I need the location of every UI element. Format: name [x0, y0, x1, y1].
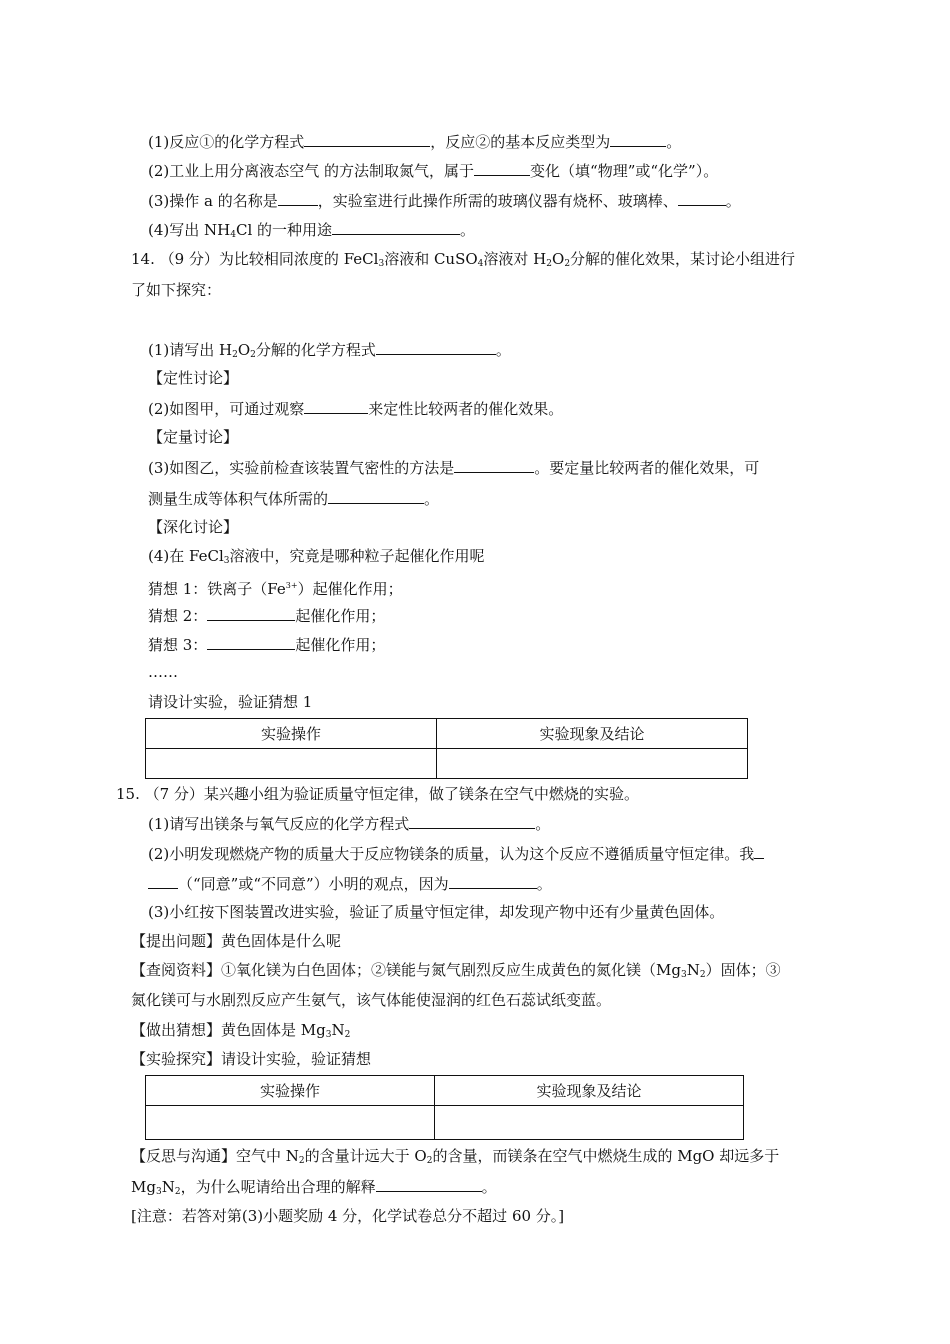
guess-3: 猜想 3： 起催化作用；	[148, 636, 386, 654]
section-heading: 【定量讨论】	[148, 428, 239, 446]
table-header: 实验操作	[146, 1076, 435, 1106]
q14-part1: (1)请写出 $H_2O_2$分解的化学方程式 。	[148, 341, 511, 360]
q15-reference-line2: 氮化镁可与水剧烈反应产生氨气，该气体能使湿润的红色石蕊试纸变蓝。	[131, 991, 612, 1009]
answer-blank[interactable]	[678, 190, 726, 206]
q15-experiment-table	[145, 1075, 744, 1140]
q13-part2: (2)工业上用分离液态空气 的方法制取氮气，属于 变化（填“物理”或“化学”）。	[148, 162, 719, 180]
q14-experiment-table	[145, 718, 748, 779]
answer-blank[interactable]	[610, 131, 666, 147]
q14-part4: (4)在 FeCl$_3$溶液中，究竟是哪种粒子起催化作用呢	[148, 547, 485, 566]
ellipsis: ……	[148, 663, 178, 681]
answer-blank[interactable]	[328, 488, 424, 504]
answer-blank[interactable]	[449, 873, 537, 889]
q15-reflection-line2: $Mg_3N_2$，为什么呢请给出合理的解释 。	[131, 1178, 497, 1197]
q15-part3: (3)小红按下图装置改进实验，验证了质量守恒定律，却发现产物中还有少量黄色固体。	[148, 903, 725, 921]
q14-heading-line2: 了如下探究：	[131, 281, 222, 299]
q15-hypothesis: 【做出猜想】黄色固体是 $Mg_3N_2$	[131, 1021, 351, 1040]
table-cell-input[interactable]	[146, 1106, 435, 1140]
q14-part2: (2)如图甲，可通过观察 来定性比较两者的催化效果。	[148, 400, 564, 418]
answer-blank[interactable]	[304, 131, 430, 147]
table-header: 实验现象及结论	[435, 1076, 744, 1106]
q14-part3: (3)如图乙，实验前检查该装置气密性的方法是 。要定量比较两者的催化效果，可	[148, 459, 760, 477]
answer-blank[interactable]	[454, 457, 534, 473]
table-cell-input[interactable]	[146, 749, 437, 779]
q13-part4: (4)写出 $NH_4Cl$ 的一种用途 。	[148, 221, 476, 240]
q14-part3-line2: 测量生成等体积气体所需的 。	[148, 490, 440, 508]
q15-part2-line2: （“同意”或“不同意”）小明的观点，因为 。	[148, 873, 552, 894]
table-cell-input[interactable]	[437, 749, 748, 779]
q15-reflection: 【反思与沟通】空气中 $N_2$的含量计远大于 $O_2$的含量，而镁条在空气中燃烧生成的 MgO 却远多于	[131, 1147, 780, 1166]
q15-reference: 【查阅资料】①氧化镁为白色固体；②镁能与氮气剧烈反应生成黄色的氮化镁$(Mg_3N_2)$固体；③	[131, 961, 781, 980]
answer-blank[interactable]	[278, 190, 318, 206]
section-heading: 【定性讨论】	[148, 369, 239, 387]
answer-blank[interactable]	[409, 813, 535, 829]
note: [注意：若答对第(3)小题奖励 4 分，化学试卷总分不超过 60 分。]	[131, 1207, 565, 1225]
q15-experiment-prompt: 【实验探究】请设计实验，验证猜想	[131, 1050, 372, 1068]
q13-part1: (1)反应①的化学方程式 ，反应②的基本反应类型为 。	[148, 133, 682, 151]
answer-blank[interactable]	[376, 1176, 482, 1192]
design-prompt: 请设计实验，验证猜想 1	[148, 693, 313, 711]
answer-blank[interactable]	[148, 873, 178, 889]
table-header: 实验现象及结论	[437, 719, 748, 749]
answer-blank[interactable]	[207, 605, 295, 621]
q14-heading: 14. （9 分）为比较相同浓度的 FeCl$_3$溶液和 CuSO$_4$溶液对 $H_2O_2$分解的催化效果，某讨论小组进行	[131, 250, 796, 269]
answer-blank[interactable]	[376, 339, 496, 355]
table-header: 实验操作	[146, 719, 437, 749]
answer-blank[interactable]	[304, 398, 368, 414]
guess-1: 猜想 1：铁离子$(Fe^{3+})$起催化作用；	[148, 580, 403, 598]
table-cell-input[interactable]	[435, 1106, 744, 1140]
answer-blank[interactable]	[207, 634, 295, 650]
answer-blank[interactable]	[754, 843, 764, 859]
q15-question-heading: 【提出问题】黄色固体是什么呢	[131, 932, 342, 950]
q13-part3: (3)操作 a 的名称是 ，实验室进行此操作所需的玻璃仪器有烧杯、玻璃棒、 。	[148, 192, 741, 210]
section-heading: 【深化讨论】	[148, 518, 239, 536]
q15-heading: 15. （7 分）某兴趣小组为验证质量守恒定律，做了镁条在空气中燃烧的实验。	[116, 785, 639, 803]
q15-part1: (1)请写出镁条与氧气反应的化学方程式 。	[148, 815, 551, 833]
q15-part2: (2)小明发现燃烧产物的质量大于反应物镁条的质量，认为这个反应不遵循质量守恒定律。我	[148, 843, 764, 864]
answer-blank[interactable]	[332, 219, 460, 235]
answer-blank[interactable]	[474, 160, 530, 176]
guess-2: 猜想 2： 起催化作用；	[148, 607, 386, 625]
